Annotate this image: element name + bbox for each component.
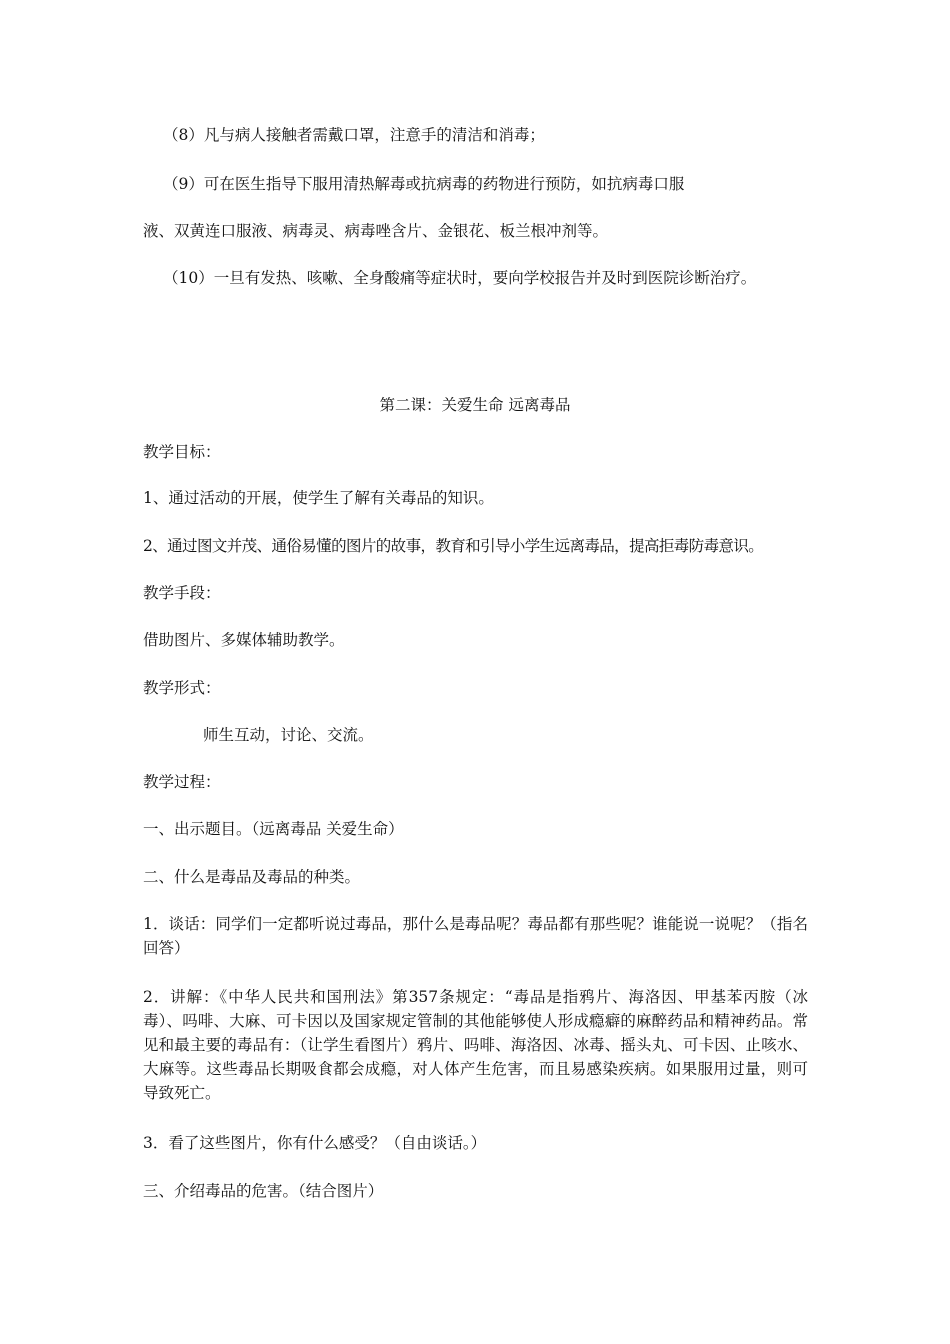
process-step-2: 二、什么是毒品及毒品的种类。 xyxy=(143,868,361,886)
explain-paragraph: 2．讲解：《中华人民共和国刑法》第357条规定：“毒品是指鸦片、海洛因、甲基苯丙胺（冰毒）、吗啡、大麻、可卡因以及国家规定管制的其他能够使人形成瘾癖的麻醉药品和精神药品。常见和最主要的毒品有：（让学生看图片）鸦片、吗啡、海洛因、冰毒、摇头丸、可卡因、止咳水、大麻等。这些毒品长期吸食都会成瘾，对人体产生危害，而且易感染疾病。如果服用过量，则可导致死亡。 xyxy=(143,988,808,1102)
talk-paragraph: 1．谈话：同学们一定都听说过毒品，那什么是毒品呢？毒品都有那些呢？谁能说一说呢？（指名回答） xyxy=(143,915,808,957)
goal-1: 1、通过活动的开展，使学生了解有关毒品的知识。 xyxy=(143,489,494,507)
process-heading: 教学过程： xyxy=(143,773,221,791)
form-text: 师生互动，讨论、交流。 xyxy=(203,726,374,744)
lesson-title: 第二课：关爱生命 远离毒品 xyxy=(379,396,571,414)
process-step-3: 三、介绍毒品的危害。（结合图片） xyxy=(143,1182,384,1200)
process-step-1: 一、出示题目。（远离毒品 关爱生命） xyxy=(143,820,404,838)
list-item-9: （9）可在医生指导下服用清热解毒或抗病毒的药物进行预防，如抗病毒口服 xyxy=(163,175,685,193)
feel-paragraph: 3．看了这些图片，你有什么感受？（自由谈话。） xyxy=(143,1134,487,1152)
list-item-8: （8）凡与病人接触者需戴口罩，注意手的清洁和消毒； xyxy=(163,126,545,144)
form-heading: 教学形式： xyxy=(143,679,221,697)
list-item-9-continuation: 液、双黄连口服液、病毒灵、病毒唑含片、金银花、板兰根冲剂等。 xyxy=(143,222,609,240)
list-item-10: （10）一旦有发热、咳嗽、全身酸痛等症状时，要向学校报告并及时到医院诊断治疗。 xyxy=(163,269,757,287)
goals-heading: 教学目标： xyxy=(143,443,221,461)
means-heading: 教学手段： xyxy=(143,584,221,602)
goal-2: 2、通过图文并茂、通俗易懂的图片的故事，教育和引导小学生远离毒品，提高拒毒防毒意识。 xyxy=(143,537,764,555)
means-text: 借助图片、多媒体辅助教学。 xyxy=(143,631,345,649)
